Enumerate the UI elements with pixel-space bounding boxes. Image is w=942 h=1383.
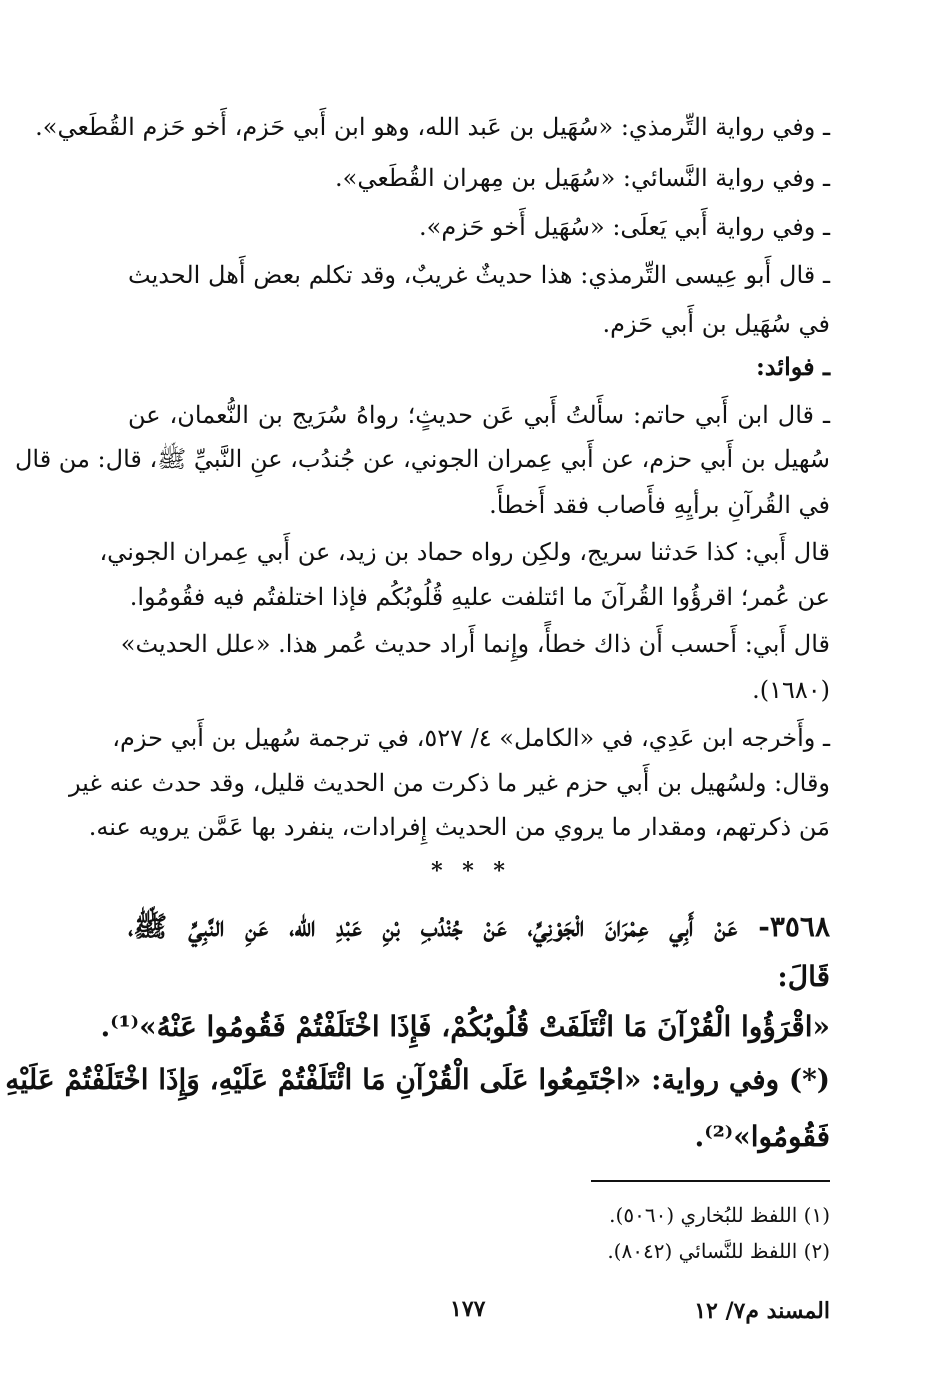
footnote: (٢) اللفظ للنَّسائي (٨٠٤٢).	[607, 1239, 830, 1263]
page-number: ١٧٧	[450, 1296, 486, 1322]
hadith-line: فَقُومُوا»⁽²⁾.	[694, 1120, 830, 1153]
hadith-line: ٣٥٦٨- عَنْ أَبِي عِمْرَانَ الْجَوْنِيِّ، عَنْ جُنْدُبِ بْنِ عَبْدِ الله، عَنِ النَّبِيِّ ﷺ،	[128, 910, 830, 943]
text-line: وقال: ولسُهيل بن أَبي حزم غير ما ذكرت من الحديث قليل، وقد حدث عنه غير	[68, 769, 830, 797]
footnote: (١) اللفظ للبُخاري (٥٠٦٠).	[609, 1203, 830, 1227]
text-line: سُهيل بن أَبي حزم، عن أَبي عِمران الجوني، عن جُندُب، عنِ النَّبيِّ ﷺ، قال: من قال	[14, 445, 830, 473]
text-line: قال أَبي: أَحسب أَن ذاك خطأً، وإِنما أَراد حديث عُمر هذا. «علل الحديث»	[120, 630, 830, 658]
signature-mark: المسند م٧/ ١٢	[694, 1298, 830, 1324]
footnote-separator	[591, 1180, 830, 1182]
text-line: ـ وأَخرجه ابن عَدِي، في «الكامل» ٤/ ٥٢٧، في ترجمة سُهيل بن أَبي حزم،	[112, 724, 830, 752]
hadith-line: «اقْرَؤُوا الْقُرْآنَ مَا ائْتَلَفَتْ قُلُوبُكُمْ، فَإِذَا اخْتَلَفْتُمْ فَقُومُوا عَنْهُ»⁽¹⁾.	[100, 1010, 830, 1043]
text-line: قال أَبي: كذا حَدثنا سريج، ولكِن رواه حماد بن زيد، عن أَبي عِمران الجوني،	[99, 538, 830, 566]
section-heading: ـ فوائد:	[755, 352, 830, 381]
text-line: ـ قال أَبو عِيسى التِّرمذي: هذا حديثٌ غريبٌ، وقد تكلم بعض أَهل الحديث	[128, 261, 830, 289]
text-line: ـ وفي رواية التِّرمذي: «سُهَيل بن عَبد الله، وهو ابن أَبي حَزم، أَخو حَزم القُطَعي».	[35, 113, 830, 141]
text-line: ـ قال ابن أَبي حاتم: سأَلتُ أَبي عَن حديثٍ؛ رواهُ سُرَيج بن النُّعمان، عن	[128, 401, 830, 429]
text-line: في سُهَيل بن أَبي حَزم.	[602, 310, 830, 338]
text-line: ـ وفي رواية النَّسائي: «سُهَيل بن مِهران القُطَعي».	[335, 164, 830, 192]
text-line: مَن ذكرتهم، ومقدار ما يروي من الحديث إِفرادات، ينفرد بها عَمَّن يرويه عنه.	[88, 813, 830, 841]
section-separator: * * *	[431, 858, 511, 884]
text-line: في القُرآنِ برأيِهِ فأَصاب فقد أَخطأَ.	[489, 491, 830, 519]
text-line: ـ وفي رواية أَبي يَعلَى: «سُهَيل أَخو حَزم».	[419, 213, 830, 241]
hadith-line: (*) وفي رواية: «اجْتَمِعُوا عَلَى الْقُرْآنِ مَا ائْتَلَفْتُمْ عَلَيْهِ، وَإِذَا اخْتَلَفْتُمْ عَلَيْهِ	[5, 1063, 830, 1096]
hadith-line: قَالَ:	[777, 960, 830, 993]
text-line: (١٦٨٠).	[752, 676, 830, 704]
text-line: عن عُمر؛ اقرؤُوا القُرآنَ ما ائتلفت عليهِ قُلُوبُكُم فإذا اختلفتُم فيه فقُومُوا.	[129, 583, 830, 611]
